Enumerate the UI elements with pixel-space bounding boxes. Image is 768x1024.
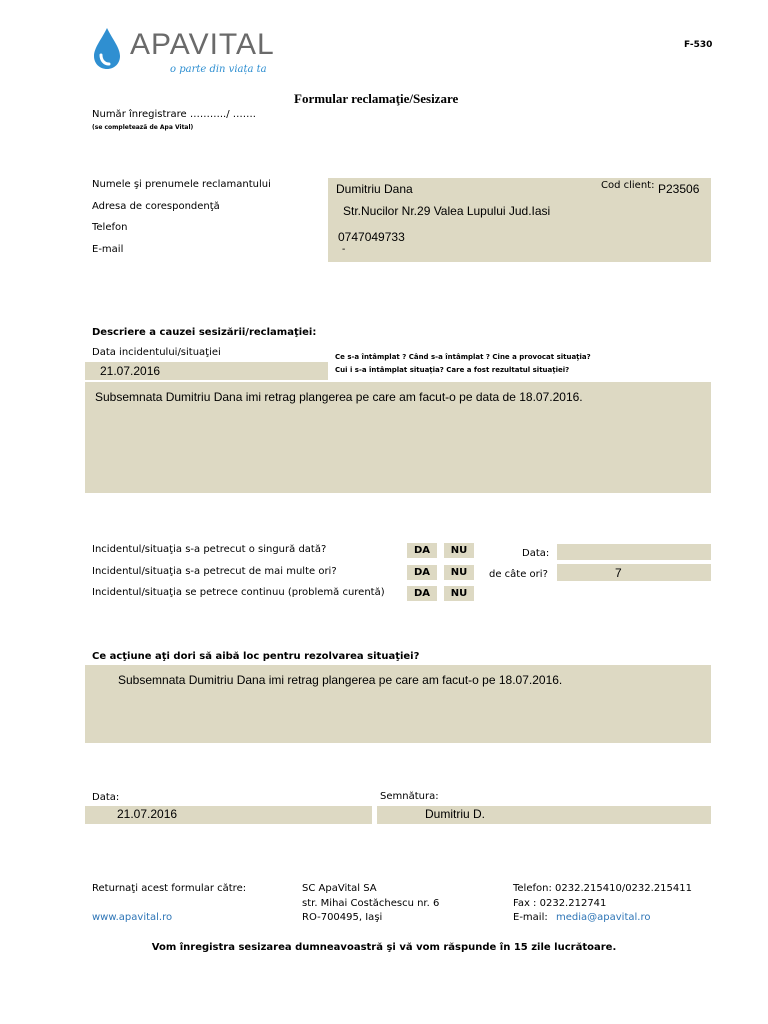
multiple-da-option[interactable]: DA [407,565,437,580]
company-street: str. Mihai Costăchescu nr. 6 [302,898,440,909]
signature-date-label: Data: [92,792,120,803]
claimant-name-field[interactable]: Dumitriu Dana [336,182,413,196]
form-title: Formular reclamaţie/Sesizare [294,91,459,106]
description-textarea[interactable] [85,382,711,493]
continuous-nu-option[interactable]: NU [444,586,474,601]
website-link[interactable]: www.apavital.ro [92,912,173,923]
times-box[interactable] [557,564,711,581]
signature-field[interactable]: Dumitriu D. [425,807,486,821]
action-textarea[interactable] [85,665,711,743]
times-field[interactable]: 7 [615,566,622,580]
signature-box[interactable] [377,806,711,824]
once-nu-option[interactable]: NU [444,543,474,558]
phone-field[interactable]: 0747049733 [338,230,405,244]
claimant-name-label: Numele şi prenumele reclamantului [92,179,271,190]
incident-date-small-label: Data: [522,548,550,559]
incident-date-field[interactable]: 21.07.2016 [100,364,161,378]
claimant-info-box[interactable] [328,178,711,262]
company-fax: Fax : 0232.212741 [513,898,607,909]
company-city: RO-700495, Iaşi [302,912,383,923]
action-heading: Ce acţiune aţi dori să aibă loc pentru rezolvarea situaţiei? [92,651,420,662]
company-phone: Telefon: 0232.215410/0232.215411 [513,883,692,894]
signature-label: Semnătura: [380,791,439,802]
logo [92,24,332,84]
form-code: F-530 [684,40,713,50]
email-label: E-mail [92,244,124,255]
phone-label: Telefon [92,222,128,233]
questions-line-2: Cui i s-a întâmplat situaţia? Care a fost rezultatul situaţiei? [335,366,570,374]
client-code-field[interactable]: P23506 [658,182,700,196]
registration-number-label: Număr înregistrare ………../ ……. [92,109,256,120]
continuous-da-option[interactable]: DA [407,586,437,601]
incident-date-box[interactable] [85,362,328,380]
address-field[interactable]: Str.Nucilor Nr.29 Valea Lupului Jud.Iasi [343,204,551,218]
incident-date-small-field[interactable] [557,544,711,560]
closing-statement: Vom înregistra sesizarea dumneavoastră şi vă vom răspunde în 15 zile lucrătoare. [151,942,617,953]
description-heading: Descriere a cauzei sesizării/reclamaţiei: [92,327,317,338]
company-email-link[interactable]: media@apavital.ro [556,912,651,923]
logo-text: APAVITAL [130,28,275,61]
company-name: SC ApaVital SA [302,883,377,894]
client-code-label: Cod client: [601,180,655,191]
incident-multiple-question: Incidentul/situaţia s-a petrecut de mai multe ori? [92,566,337,577]
description-text[interactable]: Subsemnata Dumitriu Dana imi retrag plangerea pe care am facut-o pe data de 18.07.2016. [95,390,583,404]
address-label: Adresa de corespondenţă [92,201,220,212]
signature-date-box[interactable] [85,806,372,824]
registration-note: (se completează de Apa Vital) [92,124,194,131]
email-field[interactable]: - [342,244,346,255]
times-label: de câte ori? [489,569,548,580]
questions-line-1: Ce s-a întâmplat ? Când s-a întâmplat ? Cine a provocat situaţia? [335,353,591,361]
incident-once-question: Incidentul/situaţia s-a petrecut o singură dată? [92,544,327,555]
company-email-label: E-mail: [513,912,548,923]
once-da-option[interactable]: DA [407,543,437,558]
incident-continuous-question: Incidentul/situaţia se petrece continuu (problemă curentă) [92,587,385,598]
logo-tagline: o parte din viața ta [170,64,267,75]
incident-date-label: Data incidentului/situaţiei [92,347,221,358]
action-text[interactable]: Subsemnata Dumitriu Dana imi retrag plangerea pe care am facut-o pe 18.07.2016. [118,673,563,687]
water-drop-icon [92,26,122,70]
return-label: Returnaţi acest formular către: [92,883,247,894]
signature-date-field[interactable]: 21.07.2016 [117,807,178,821]
multiple-nu-option[interactable]: NU [444,565,474,580]
